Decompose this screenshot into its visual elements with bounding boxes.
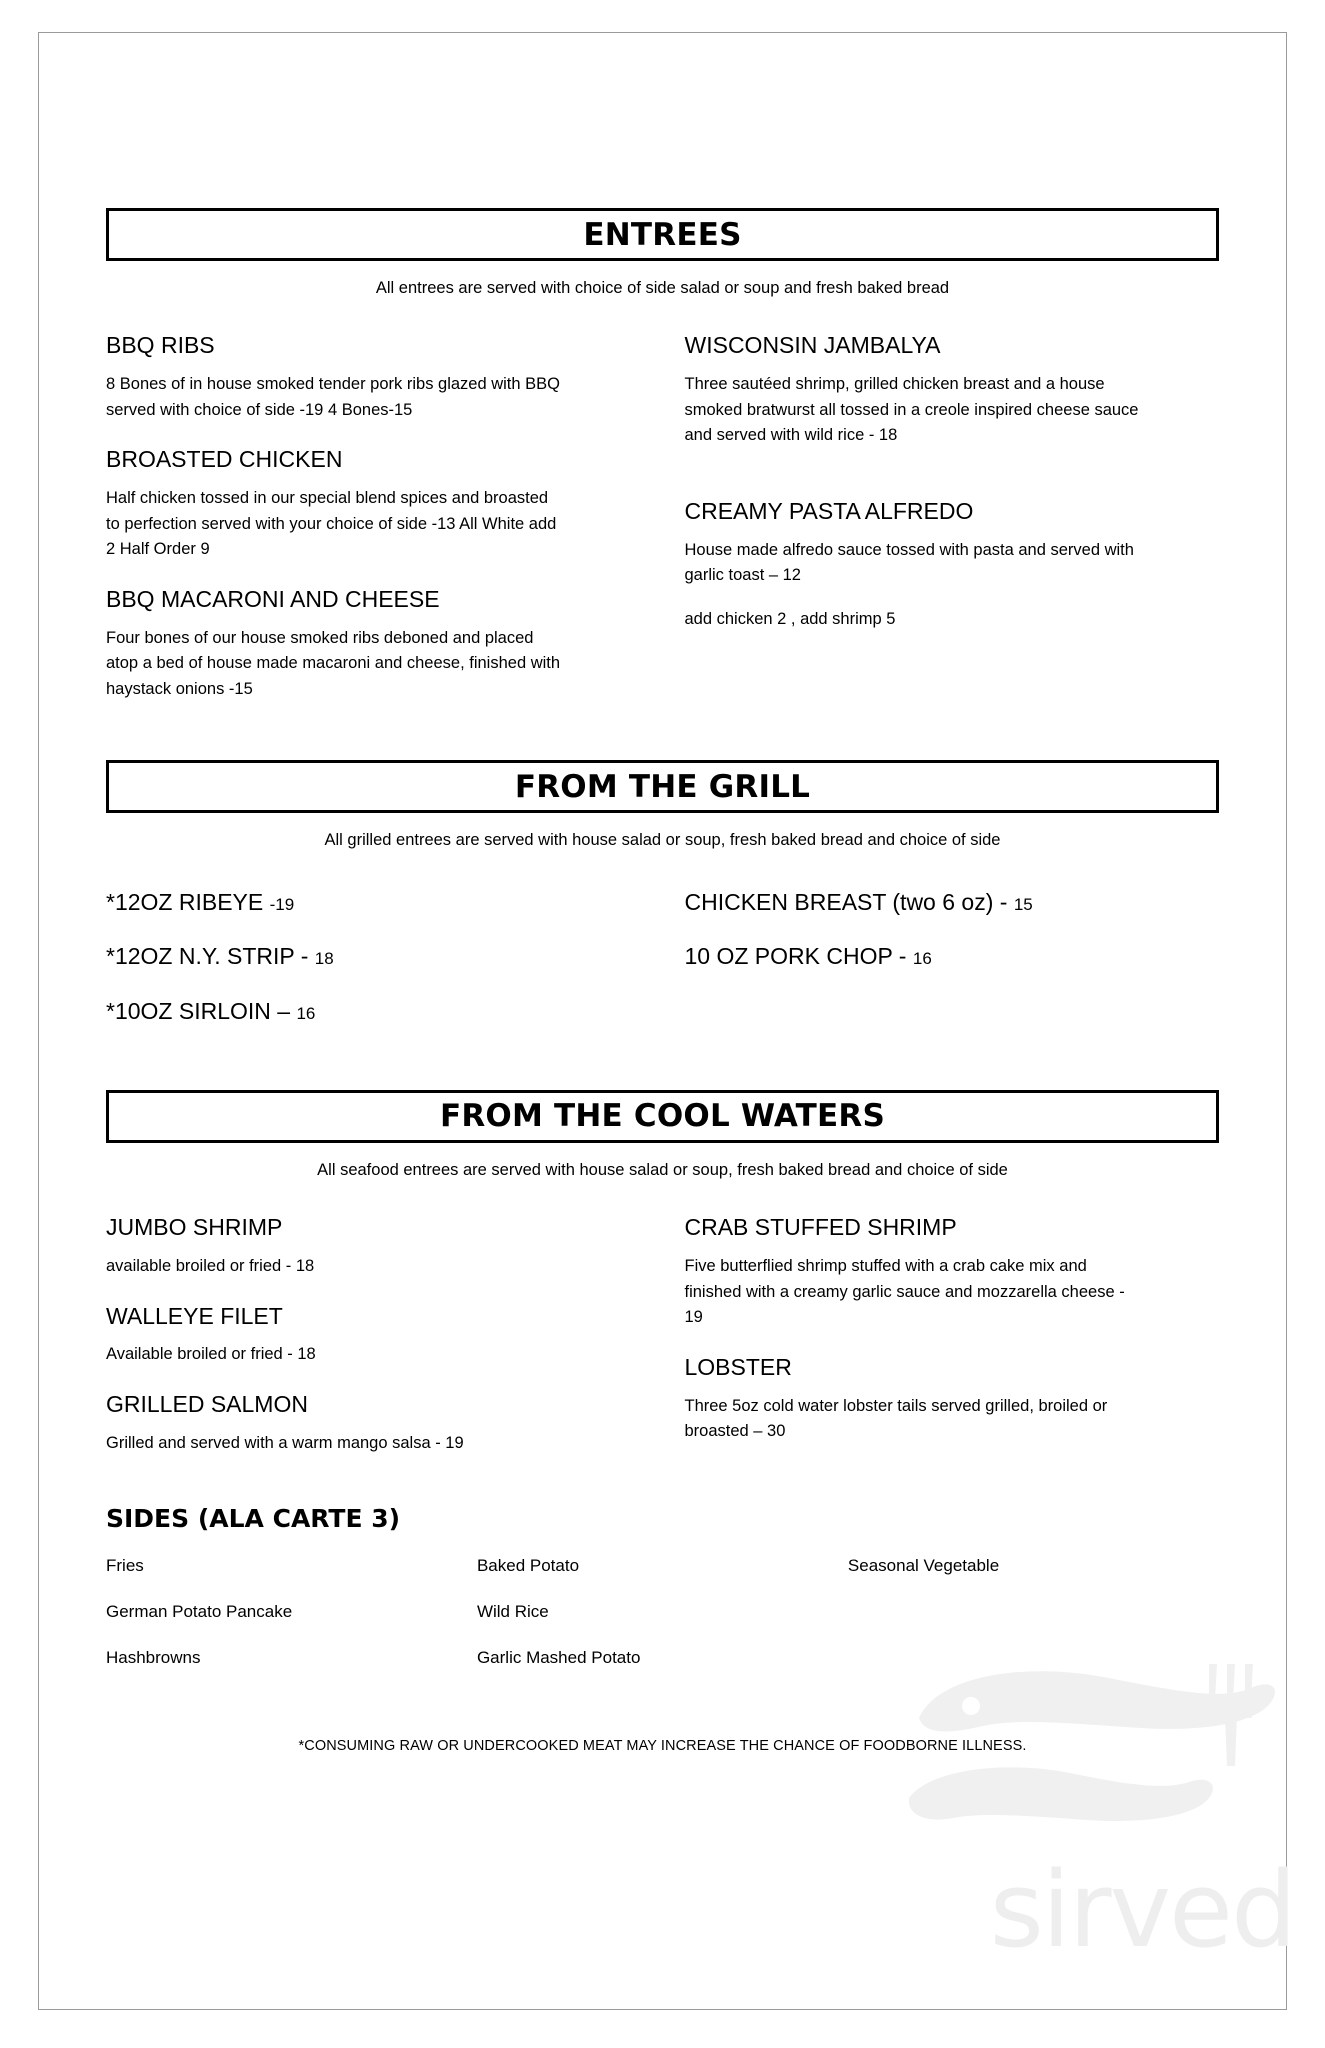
footer-disclaimer: *CONSUMING RAW OR UNDERCOOKED MEAT MAY INCREASE THE CHANCE OF FOODBORNE ILLNESS. <box>298 1737 1027 1754</box>
menu-content <box>106 208 1219 1754</box>
price-row <box>106 997 633 1026</box>
sides-column-2 <box>477 1555 848 1693</box>
section-title: FROM THE GRILL <box>514 768 811 805</box>
item-description: House made alfredo sauce tossed with pasta and served with garlic toast – 12 <box>684 540 1134 585</box>
sides-column-3 <box>848 1555 1219 1693</box>
side-item: Wild Rice <box>476 1602 549 1622</box>
price-label: *10OZ SIRLOIN – <box>106 998 297 1025</box>
price-amount: 15 <box>1013 894 1033 914</box>
side-item: Baked Potato <box>476 1556 580 1576</box>
menu-item <box>106 445 633 562</box>
side-item: Hashbrowns <box>106 1648 201 1668</box>
item-description: Half chicken tossed in our special blend spices and broasted to perfection served with your choice of side -13 All White add 2 Half Order 9 <box>106 489 557 559</box>
item-name: BBQ MACARONI AND CHEESE <box>106 585 440 612</box>
item-name: BBQ RIBS <box>106 332 215 359</box>
cool-waters-left-column <box>106 1191 663 1456</box>
item-description: Five butterflied shrimp stuffed with a crab cake mix and finished with a creamy garlic sauce and mozzarella cheese - 19 <box>684 1257 1125 1327</box>
item-description: Four bones of our house smoked ribs deboned and placed atop a bed of house made macaroni and cheese, finished with haystack onions -15 <box>106 628 561 698</box>
side-item: Fries <box>106 1556 144 1576</box>
item-name: JUMBO SHRIMP <box>106 1214 283 1241</box>
side-item: German Potato Pancake <box>106 1602 293 1622</box>
menu-item <box>685 497 1220 632</box>
menu-item <box>685 331 1220 448</box>
price-amount: -19 <box>269 894 295 914</box>
section-note-entrees: All entrees are served with choice of side salad or soup and fresh baked bread <box>375 279 950 297</box>
item-name: BROASTED CHICKEN <box>106 446 343 473</box>
grill-right-column <box>663 862 1220 1026</box>
item-addons: add chicken 2 , add shrimp 5 <box>684 609 896 628</box>
cool-waters-columns <box>106 1191 1219 1456</box>
menu-item <box>106 1302 633 1368</box>
section-header-entrees <box>106 208 1219 261</box>
side-item: Garlic Mashed Potato <box>476 1648 641 1668</box>
item-description: Three 5oz cold water lobster tails served grilled, broiled or broasted – 30 <box>684 1396 1108 1441</box>
sides-title: SIDES (ALA CARTE 3) <box>106 1504 401 1534</box>
section-title: ENTREES <box>583 216 742 253</box>
entrees-right-column <box>663 309 1220 702</box>
section-header-from-the-cool-waters <box>106 1090 1219 1143</box>
item-name: WALLEYE FILET <box>106 1302 283 1329</box>
sides-column-1 <box>106 1555 477 1693</box>
item-description: available broiled or fried - 18 <box>106 1257 315 1276</box>
price-label: 10 OZ PORK CHOP - <box>684 943 913 970</box>
item-description: Three sautéed shrimp, grilled chicken breast and a house smoked bratwurst all tossed in a creole inspired cheese sauce and served with wild rice - 18 <box>684 375 1139 445</box>
grill-left-column <box>106 862 663 1026</box>
menu-item <box>106 1390 633 1456</box>
item-name: LOBSTER <box>684 1353 792 1380</box>
item-name: CREAMY PASTA ALFREDO <box>684 497 974 524</box>
item-name: CRAB STUFFED SHRIMP <box>684 1214 957 1241</box>
price-row <box>685 942 1220 971</box>
price-row <box>106 942 633 971</box>
sides-grid <box>106 1555 1219 1693</box>
item-description: Available broiled or fried - 18 <box>106 1345 316 1364</box>
price-row <box>106 888 633 917</box>
price-amount: 16 <box>912 949 932 969</box>
watermark-wordmark: sirved <box>989 1849 1295 1971</box>
item-name: GRILLED SALMON <box>106 1390 308 1417</box>
price-label: *12OZ RIBEYE <box>106 888 270 915</box>
price-row <box>685 888 1220 917</box>
menu-item <box>685 1353 1220 1445</box>
section-header-from-the-grill <box>106 760 1219 813</box>
cool-waters-right-column <box>663 1191 1220 1456</box>
item-description: 8 Bones of in house smoked tender pork ribs glazed with BBQ served with choice of side -19 4 Bones-15 <box>106 375 560 419</box>
section-note-grill: All grilled entrees are served with house salad or soup, fresh baked bread and choice of side <box>324 831 1001 850</box>
section-title: FROM THE COOL WATERS <box>439 1098 885 1135</box>
menu-item <box>106 1213 633 1279</box>
menu-item <box>106 331 633 423</box>
side-item: Seasonal Vegetable <box>847 1556 1000 1576</box>
menu-item <box>685 1213 1220 1330</box>
price-label: *12OZ N.Y. STRIP - <box>106 943 315 970</box>
item-name: WISCONSIN JAMBALYA <box>684 332 941 359</box>
price-label: CHICKEN BREAST (two 6 oz) - <box>684 888 1014 915</box>
item-description: Grilled and served with a warm mango salsa - 19 <box>106 1433 464 1452</box>
menu-item <box>106 585 633 702</box>
section-note-cool-waters: All seafood entrees are served with house salad or soup, fresh baked bread and choice of side <box>317 1160 1008 1179</box>
price-amount: 16 <box>296 1004 316 1024</box>
price-amount: 18 <box>314 949 334 969</box>
entrees-left-column <box>106 309 663 702</box>
entrees-columns <box>106 309 1219 702</box>
grill-columns <box>106 862 1219 1026</box>
